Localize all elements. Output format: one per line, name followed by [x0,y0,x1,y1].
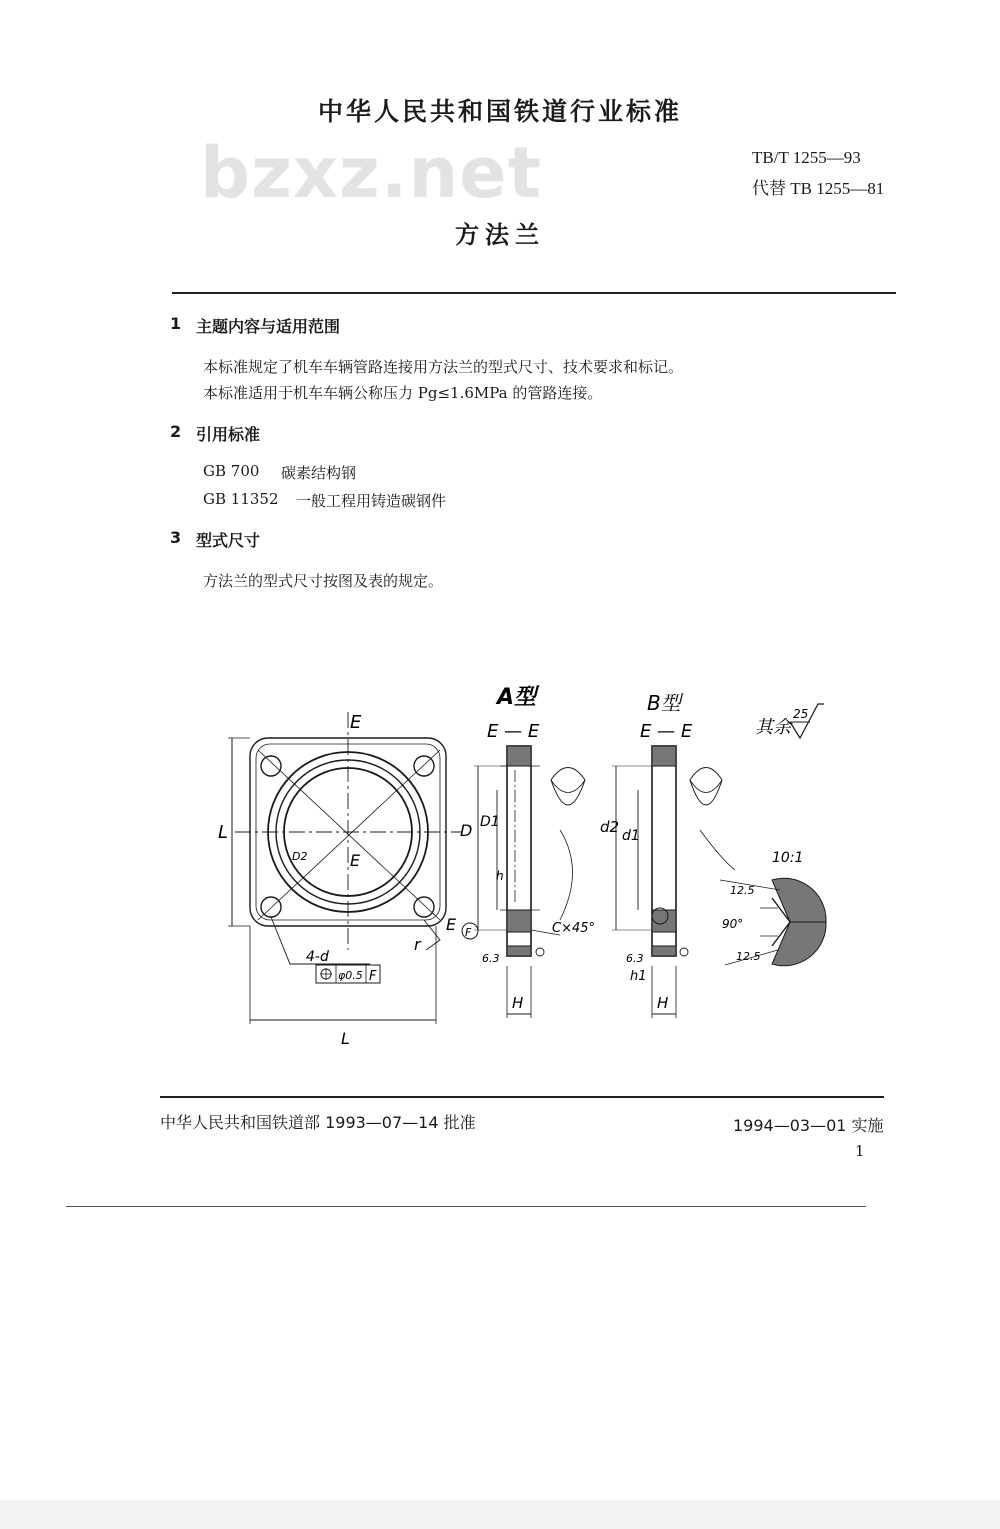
section-a-label: E — E [487,721,540,742]
section-a-roughness: 6.3 [482,952,500,965]
section-a-dim-h: H [512,994,524,1012]
section-a [474,746,585,1018]
dim-d2-label: D2 [292,850,308,863]
section-mark-bottom: E [446,915,457,934]
section-1-heading: 主题内容与适用范围 [196,317,341,336]
roughness-label: 其余 [755,717,791,738]
datum-ref: F [369,969,377,984]
footer-divider [160,1096,884,1098]
dim-d1-label: D1 [480,814,500,830]
section-1-number: 1 [170,314,182,333]
chamfer-label: C×45° [552,921,596,936]
detail-roughness-1: 12.5 [730,884,755,897]
hole-count-label: 4-d [306,949,329,965]
section-3-heading: 型式尺寸 [196,531,261,550]
section-2-heading: 引用标准 [196,425,261,444]
viewer-bottom-bar [0,1500,1000,1529]
watermark: bzxz.net [200,132,543,214]
dim-h-label: h [496,869,504,883]
standard-code: TB/T 1255—93 [752,148,861,167]
ref-2-name: 一般工程用铸造碳钢件 [296,492,447,510]
implementation-date: 1994—03—01 实施 [733,1116,884,1135]
type-a-label: A型 [497,685,537,710]
section-b-roughness: 6.3 [626,952,644,965]
ref-2-code: GB 11352 [203,490,279,508]
dim-l-horizontal: L [341,1029,350,1048]
standard-name: 中华人民共和国铁道行业标准 [317,97,682,126]
dim-d1-small: d1 [622,828,640,844]
replaces-code: 代替 TB 1255—81 [752,179,885,198]
ref-1-name: 碳素结构钢 [281,464,357,482]
position-tolerance: φ0.5 [338,969,363,982]
section-b-dim-h: H [657,994,669,1012]
dim-d-label: D [460,821,473,840]
ref-1-code: GB 700 [203,462,260,480]
section-2-number: 2 [170,422,182,441]
dim-h1-label: h1 [630,969,647,984]
center-mark: E [350,851,361,870]
roughness-value: 25 [793,707,809,721]
detail-roughness-2: 12.5 [736,950,761,963]
section-mark-top: E [350,712,362,733]
detail-angle: 90° [722,917,744,931]
dim-d2-small: d2 [600,818,620,836]
dim-l-vertical: L [218,822,229,843]
page-bottom-line [66,1206,866,1207]
type-b-label: B型 [647,691,681,715]
section-3-number: 3 [170,528,182,547]
section-1-line-2: 本标准适用于机车车辆公称压力 Pg≤1.6MPa 的管路连接。 [203,384,603,402]
detail-scale: 10:1 [772,850,804,866]
section-b-label: E — E [640,721,693,742]
radius-r-label: r [414,935,421,954]
approval-line: 中华人民共和国铁道部 1993—07—14 批准 [160,1113,476,1132]
section-3-line-1: 方法兰的型式尺寸按图及表的规定。 [203,572,444,590]
datum-f-mark: F [465,926,472,939]
page-number: 1 [855,1142,865,1160]
section-1-line-1: 本标准规定了机车车辆管路连接用方法兰的型式尺寸、技术要求和标记。 [203,358,684,376]
document-title: 方法兰 [455,221,545,249]
